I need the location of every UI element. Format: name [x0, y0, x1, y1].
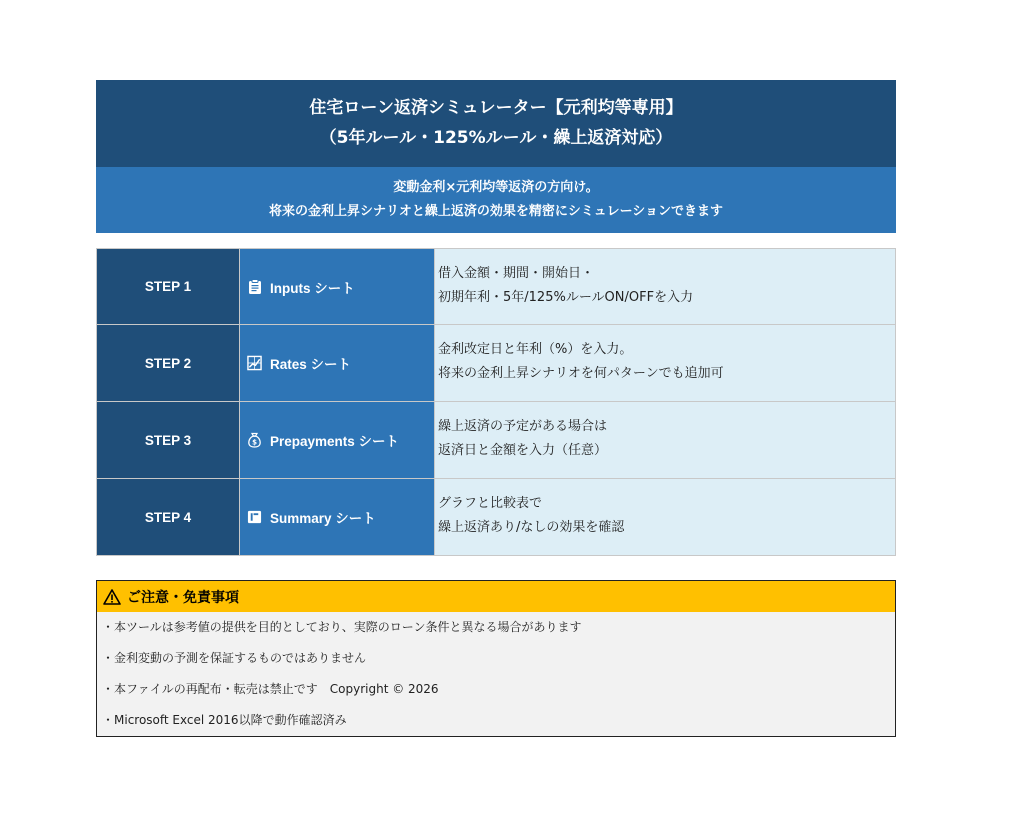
step-label[interactable]: STEP 4 — [96, 479, 240, 556]
step-description-line: 金利改定日と年利（%）を入力。 — [438, 342, 633, 357]
step-sheet-label: Prepayments シート — [270, 434, 400, 449]
disclaimer-box — [96, 580, 896, 737]
step-sheet-label: Rates シート — [270, 357, 352, 372]
disclaimer-title: ご注意・免責事項 — [127, 589, 239, 606]
step-sheet-label: Inputs シート — [270, 280, 355, 296]
money-bag-icon — [247, 433, 262, 448]
step-description-line: 繰上返済あり/なしの効果を確認 — [438, 520, 625, 535]
disclaimer-item: ・本ファイルの再配布・転売は禁止です Copyright © 2026 — [102, 682, 439, 696]
step-row-2 — [96, 325, 896, 402]
step-sheet-inputs[interactable] — [240, 248, 435, 325]
step-description-line: 返済日と金額を入力（任意） — [438, 443, 608, 458]
page-title-rules: （5年ルール・125%ルール・繰上返済対応） — [319, 128, 673, 148]
title-banner — [96, 80, 896, 167]
summary-icon — [247, 510, 262, 525]
step-row-1 — [96, 248, 896, 325]
step-sheet-summary[interactable] — [240, 479, 435, 556]
steps-table — [96, 248, 896, 556]
step-label[interactable]: STEP 1 — [96, 248, 240, 325]
step-label[interactable]: STEP 2 — [96, 325, 240, 402]
subtitle-banner — [96, 167, 896, 233]
subtitle-line-1: 変動金利×元利均等返済の方向け。 — [393, 180, 599, 195]
step-sheet-prepayments[interactable] — [240, 402, 435, 479]
step-description-line: グラフと比較表で — [438, 496, 543, 511]
step-description-line: 繰上返済の予定がある場合は — [438, 419, 608, 434]
step-label[interactable]: STEP 3 — [96, 402, 240, 479]
disclaimer-item: ・本ツールは参考値の提供を目的としており、実際のローン条件と異なる場合があります — [102, 620, 582, 634]
step-row-3 — [96, 402, 896, 479]
disclaimer-header — [97, 581, 895, 612]
disclaimer-item: ・Microsoft Excel 2016以降で動作確認済み — [102, 713, 347, 727]
step-sheet-label: Summary シート — [270, 511, 376, 526]
warning-icon — [103, 589, 121, 605]
disclaimer-item: ・金利変動の予測を保証するものではありません — [102, 651, 367, 665]
svg-text:$: $ — [252, 438, 257, 447]
step-row-4 — [96, 479, 896, 556]
subtitle-line-2: 将来の金利上昇シナリオと繰上返済の効果を精密にシミュレーションできます — [268, 204, 724, 219]
step-description — [435, 402, 896, 479]
chart-icon — [247, 356, 262, 371]
page-title: 住宅ローン返済シミュレーター【元利均等専用】 — [309, 98, 683, 118]
step-description-line: 将来の金利上昇シナリオを何パターンでも追加可 — [438, 366, 724, 381]
step-description-line: 借入金額・期間・開始日・ — [438, 266, 595, 281]
step-description — [435, 248, 896, 325]
step-description-line: 初期年利・5年/125%ルールON/OFFを入力 — [438, 290, 694, 305]
step-description — [435, 325, 896, 402]
step-sheet-rates[interactable] — [240, 325, 435, 402]
clipboard-icon — [247, 279, 262, 294]
step-description — [435, 479, 896, 556]
